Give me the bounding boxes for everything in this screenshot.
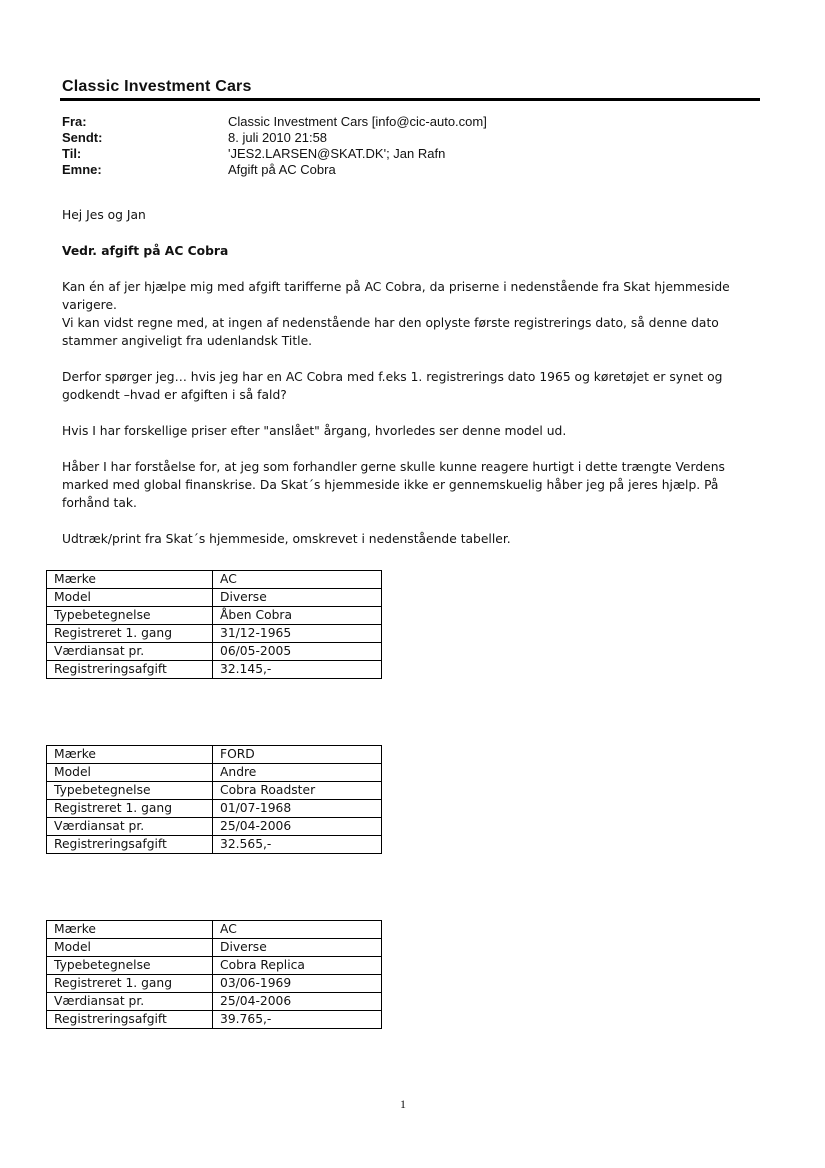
header-row-subject [62,162,487,178]
table-row [47,746,382,764]
paragraph: Hvis I har forskellige priser efter "anslået" årgang, hvorledes ser denne model ud. [62,424,567,438]
table-row [47,975,382,993]
email-body [62,206,762,566]
table-value: Åben Cobra [213,607,382,625]
header-value-from: Classic Investment Cars [info@cic-auto.com] [228,114,487,129]
table-value: 25/04-2006 [213,993,382,1011]
table-key: Registreringsafgift [47,661,213,679]
table-row [47,993,382,1011]
paragraph: Kan én af jer hjælpe mig med afgift tarifferne på AC Cobra, da priserne i nedenstående fra Skat hjemmeside varigere. [62,280,730,312]
table-row [47,661,382,679]
table-value: 31/12-1965 [213,625,382,643]
table-value: Cobra Replica [213,957,382,975]
table-key: Registreringsafgift [47,1011,213,1029]
greeting: Hej Jes og Jan [62,208,146,222]
table-row [47,625,382,643]
header-row-sent [62,130,487,146]
table-value: 01/07-1968 [213,800,382,818]
paragraph: Håber I har forståelse for, at jeg som forhandler gerne skulle kunne reagere hurtigt i dette trængte Verdens marked med global finanskrise. Da Skat´s hjemmeside ikke er gennemskuelig håber jeg på jeres hjælp. På forhånd tak. [62,460,725,510]
table-row [47,607,382,625]
table-key: Værdiansat pr. [47,993,213,1011]
table-value: Andre [213,764,382,782]
table-value: Diverse [213,939,382,957]
header-label: Fra: [62,114,87,129]
table-row [47,939,382,957]
table-key: Registreret 1. gang [47,975,213,993]
table-value: 32.145,- [213,661,382,679]
table-row [47,921,382,939]
table-key: Typebetegnelse [47,957,213,975]
title-divider [60,98,760,101]
paragraph: Udtræk/print fra Skat´s hjemmeside, omskrevet i nedenstående tabeller. [62,532,511,546]
tax-table-1 [46,570,382,679]
header-label: Sendt: [62,130,103,145]
table-value: 03/06-1969 [213,975,382,993]
header-value-subject: Afgift på AC Cobra [228,162,336,177]
table-key: Registreret 1. gang [47,625,213,643]
table-key: Model [47,939,213,957]
header-value-to: 'JES2.LARSEN@SKAT.DK'; Jan Rafn [228,146,446,161]
table-value: 25/04-2006 [213,818,382,836]
paragraph: Vi kan vidst regne med, at ingen af nedenstående har den oplyste første registrerings dato, så denne dato stammer angiveligt fra udenlandsk Title. [62,316,719,348]
table-key: Mærke [47,921,213,939]
table-key: Registreringsafgift [47,836,213,854]
table-key: Model [47,764,213,782]
table-value: AC [213,571,382,589]
table-row [47,800,382,818]
paragraph: Derfor spørger jeg… hvis jeg har en AC Cobra med f.eks 1. registrerings dato 1965 og køretøjet er synet og godkendt –hvad er afgiften i så fald? [62,370,723,402]
email-header [62,114,487,178]
table-value: Diverse [213,589,382,607]
header-row-to [62,146,487,162]
table-value: 32.565,- [213,836,382,854]
table-key: Mærke [47,571,213,589]
page-number: 1 [400,1097,406,1111]
table-row [47,1011,382,1029]
table-key: Værdiansat pr. [47,818,213,836]
table-key: Model [47,589,213,607]
table-row [47,589,382,607]
table-row [47,782,382,800]
table-row [47,957,382,975]
header-label: Emne: [62,162,102,177]
table-value: Cobra Roadster [213,782,382,800]
tax-table-3 [46,920,382,1029]
table-key: Registreret 1. gang [47,800,213,818]
table-key: Typebetegnelse [47,782,213,800]
subject-line: Vedr. afgift på AC Cobra [62,244,229,258]
table-value: 39.765,- [213,1011,382,1029]
table-row [47,643,382,661]
table-key: Værdiansat pr. [47,643,213,661]
table-row [47,571,382,589]
table-value: AC [213,921,382,939]
table-row [47,818,382,836]
table-value: FORD [213,746,382,764]
header-value-sent: 8. juli 2010 21:58 [228,130,328,145]
table-key: Mærke [47,746,213,764]
header-label: Til: [62,146,82,161]
table-value: 06/05-2005 [213,643,382,661]
table-row [47,836,382,854]
table-row [47,764,382,782]
header-row-from [62,114,487,130]
document-title: Classic Investment Cars [62,78,252,95]
table-key: Typebetegnelse [47,607,213,625]
tax-table-2 [46,745,382,854]
